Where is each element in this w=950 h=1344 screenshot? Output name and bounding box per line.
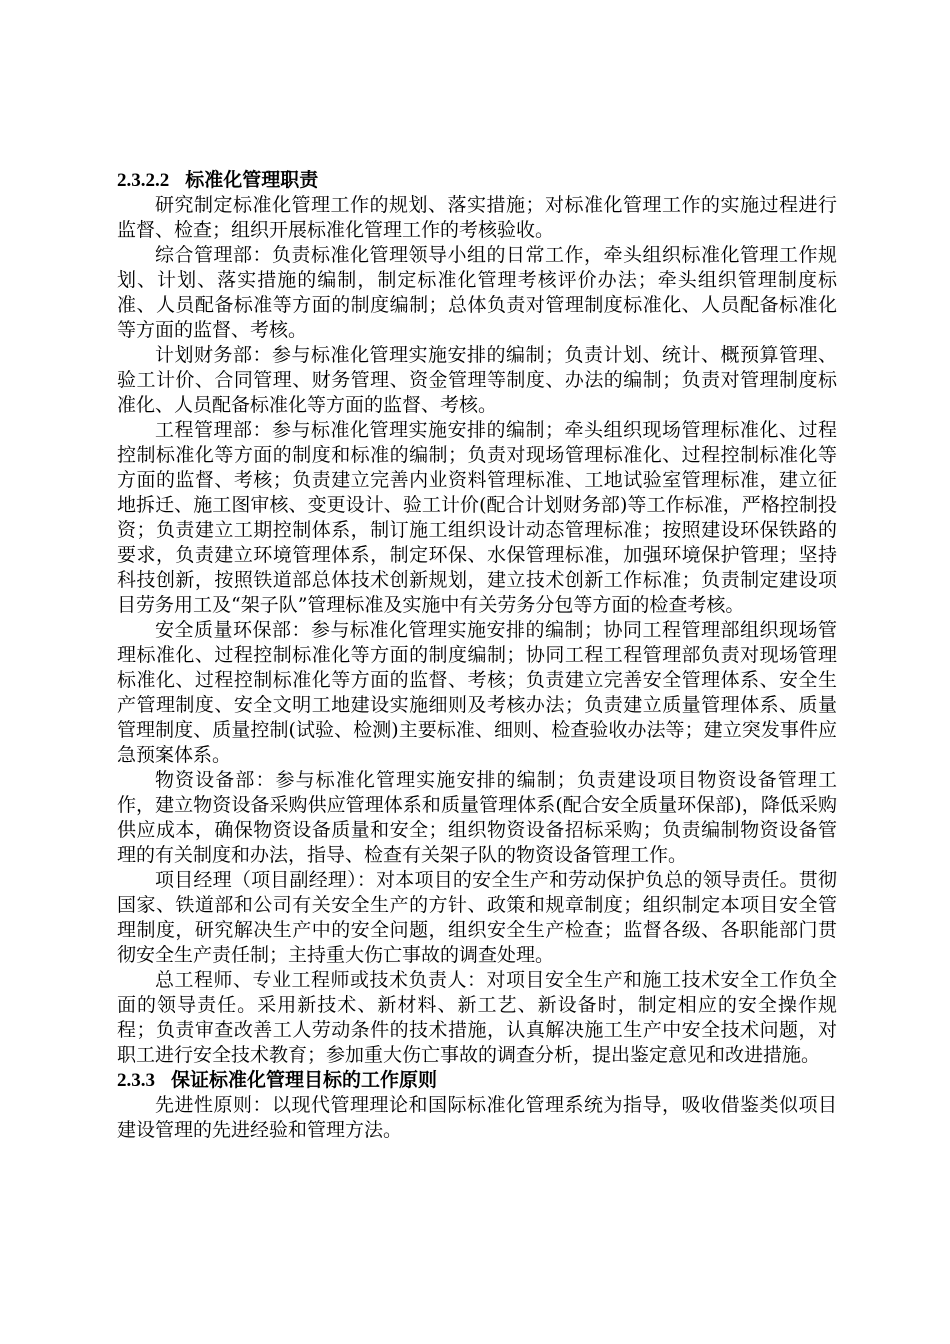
paragraph-advanced-principle: 先进性原则：以现代管理理论和国际标准化管理系统为指导，吸收借鉴类似项目建设管理的先进经验和管理方法。 <box>117 1094 837 1141</box>
section-title: 保证标准化管理目标的工作原则 <box>171 1069 438 1091</box>
section-title: 标准化管理职责 <box>185 169 319 191</box>
paragraph-chief-engineer: 总工程师、专业工程师或技术负责人：对项目安全生产和施工技术安全工作负全面的领导责任。采用新技术、新材料、新工艺、新设备时，制定相应的安全操作规程；负责审查改善工人劳动条件的技术措施，认真解决施工生产中安全技术问题，对职工进行安全技术教育；参加重大伤亡事故的调查分析，提出鉴定意见和改进措施。 <box>117 969 837 1066</box>
paragraph-safety-quality: 安全质量环保部：参与标准化管理实施安排的编制；协同工程管理部组织现场管理标准化、过程控制标准化等方面的制度编制；协同工程工程管理部负责对现场管理标准化、过程控制标准化等方面的监督、考核；负责建立完善安全管理体系、安全生产管理制度、安全文明工地建设实施细则及考核办法；负责建立质量管理体系、质量管理制度、质量控制(试验、检测)主要标准、细则、检查验收办法等；建立突发事件应急预案体系。 <box>117 619 837 766</box>
paragraph-overview: 研究制定标准化管理工作的规划、落实措施；对标准化管理工作的实施过程进行监督、检查；组织开展标准化管理工作的考核验收。 <box>117 194 837 241</box>
paragraph-planning-finance: 计划财务部：参与标准化管理实施安排的编制；负责计划、统计、概预算管理、验工计价、合同管理、财务管理、资金管理等制度、办法的编制；负责对管理制度标准化、人员配备标准化等方面的监督、考核。 <box>117 344 837 416</box>
paragraph-engineering-management: 工程管理部：参与标准化管理实施安排的编制；牵头组织现场管理标准化、过程控制标准化等方面的制度和标准的编制；负责对现场管理标准化、过程控制标准化等方面的监督、考核；负责建立完善内业资料管理标准、工地试验室管理标准，建立征地拆迁、施工图审核、变更设计、验工计价(配合计划财务部)等工作标准，严格控制投资；负责建立工期控制体系，制订施工组织设计动态管理标准；按照建设环保铁路的要求，负责建立环境管理体系，制定环保、水保管理标准，加强环境保护管理；坚持科技创新，按照铁道部总体技术创新规划，建立技术创新工作标准；负责制定建设项目劳务用工及“架子队”管理标准及实施中有关劳务分包等方面的检查考核。 <box>117 419 837 616</box>
paragraph-project-manager: 项目经理（项目副经理）：对本项目的安全生产和劳动保护负总的领导责任。贯彻国家、铁道部和公司有关安全生产的方针、政策和规章制度；组织制定本项目安全管理制度，研究解决生产中的安全问题，组织安全生产检查；监督各级、各职能部门贯彻安全生产责任制；主持重大伤亡事故的调查处理。 <box>117 869 837 966</box>
section-heading-2-3-2-2 <box>117 168 837 193</box>
section-number: 2.3.2.2 <box>117 170 170 191</box>
paragraph-materials-equipment: 物资设备部：参与标准化管理实施安排的编制；负责建设项目物资设备管理工作，建立物资设备采购供应管理体系和质量管理体系(配合安全质量环保部)，降低采购供应成本，确保物资设备质量和安全；组织物资设备招标采购；负责编制物资设备管理的有关制度和办法，指导、检查有关架子队的物资设备管理工作。 <box>117 769 837 866</box>
document-body <box>117 168 837 1143</box>
paragraph-general-management: 综合管理部：负责标准化管理领导小组的日常工作，牵头组织标准化管理工作规划、计划、落实措施的编制，制定标准化管理考核评价办法；牵头组织管理制度标准、人员配备标准等方面的制度编制；总体负责对管理制度标准化、人员配备标准化等方面的监督、考核。 <box>117 244 837 341</box>
section-heading-2-3-3 <box>117 1068 837 1093</box>
section-number: 2.3.3 <box>117 1070 155 1091</box>
